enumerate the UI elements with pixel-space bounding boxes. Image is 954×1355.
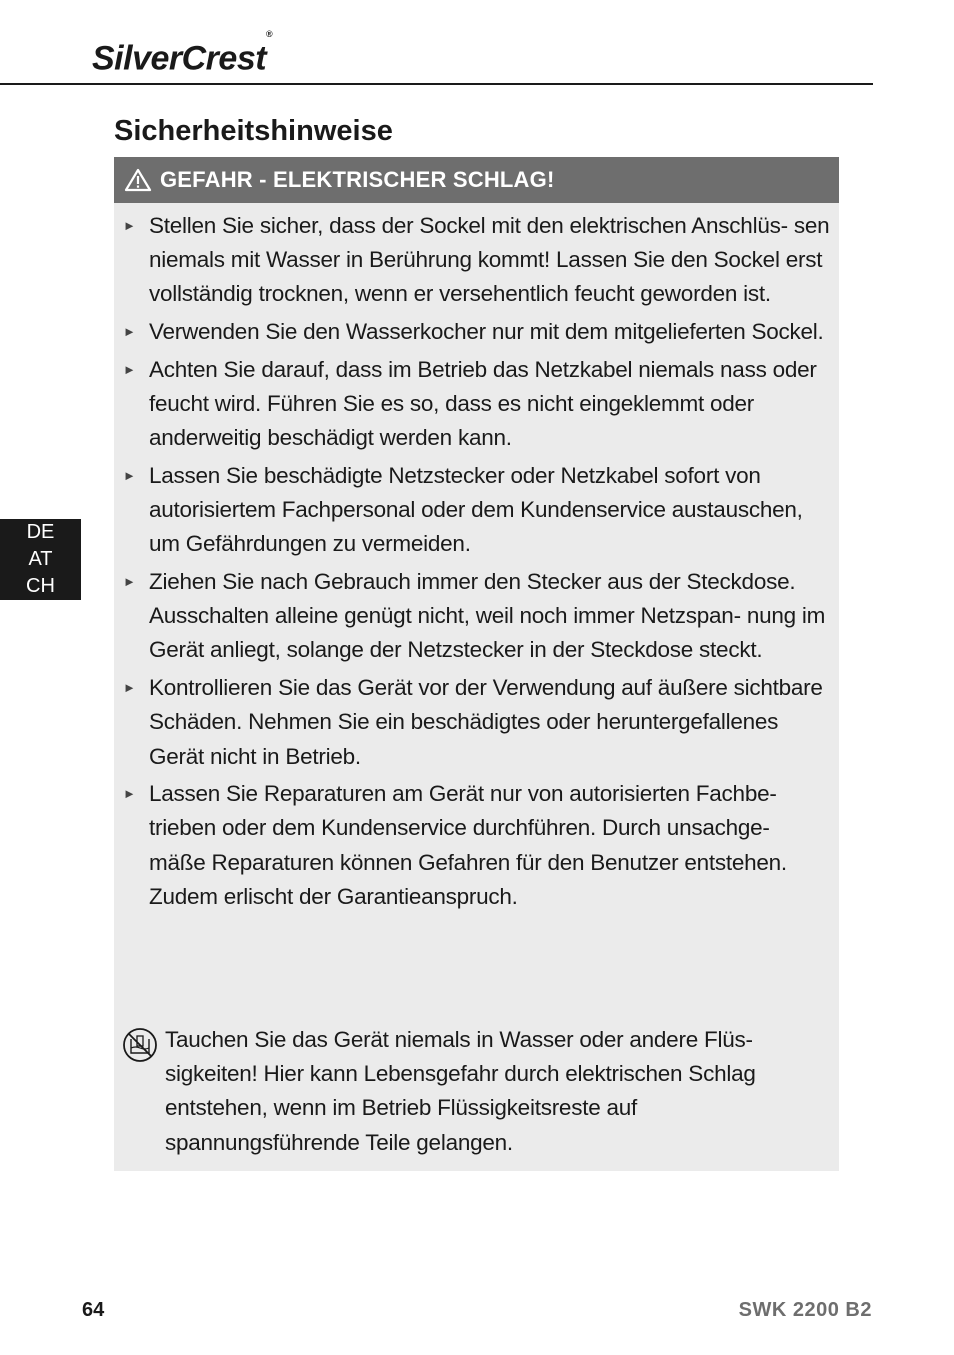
model-number: SWK 2200 B2	[738, 1299, 872, 1321]
list-item-text: Kontrollieren Sie das Gerät vor der Verwendung auf äußere sichtbare Schäden. Nehmen Sie ein beschädigtes oder heruntergefallenes Gerät nicht in Betrieb.	[149, 675, 823, 769]
triangle-bullet-icon: ►	[123, 218, 136, 233]
warning-header	[114, 157, 839, 203]
list-item-text: Ziehen Sie nach Gebrauch immer den Stecker aus der Steckdose. Ausschalten alleine genügt nicht, weil noch immer Netzspan- nung im Gerät anliegt, solange der Netzstecker in der Steckdose steckt.	[149, 569, 826, 663]
warning-box	[114, 157, 839, 1171]
brand-logo	[92, 29, 273, 78]
list-item	[114, 777, 831, 914]
list-item	[114, 459, 831, 562]
list-item	[114, 209, 831, 312]
triangle-bullet-icon: ►	[123, 467, 136, 483]
triangle-bullet-icon: ►	[123, 786, 136, 802]
lang-ch: CH	[26, 575, 55, 597]
section-title: Sicherheitshinweise	[114, 115, 393, 147]
list-item-text: Lassen Sie beschädigte Netzstecker oder Netzkabel sofort von autorisiertem Fachpersonal oder dem Kundenservice austauschen, um Gefährdungen zu vermeiden.	[149, 462, 803, 557]
triangle-bullet-icon: ►	[123, 324, 136, 340]
list-item	[114, 353, 831, 456]
triangle-bullet-icon: ►	[123, 574, 136, 590]
lang-de: DE	[26, 521, 55, 543]
list-item	[114, 315, 831, 349]
language-tab	[0, 519, 81, 600]
list-item-text: Verwenden Sie den Wasserkocher nur mit dem mitgelieferten Sockel.	[149, 319, 824, 345]
page-number: 64	[82, 1299, 105, 1321]
warning-triangle-icon	[124, 168, 152, 192]
warning-header-text: GEFAHR - ELEKTRISCHER SCHLAG!	[160, 167, 555, 192]
list-item-text: Lassen Sie Reparaturen am Gerät nur von autorisierten Fachbe- trieben oder dem Kundenservice durchführen. Durch unsachge- mäße Reparaturen können Gefahren für den Benutzer entstehen. Zudem erlischt der Garantieanspruch.	[149, 781, 787, 909]
do-not-immerse-icon	[122, 1027, 158, 1063]
list-item	[114, 565, 831, 668]
list-item-text: Achten Sie darauf, dass im Betrieb das Netzkabel niemals nass oder feucht wird. Führen Sie es so, dass es nicht eingeklemmt oder anderweitig beschädigt werden kann.	[149, 356, 817, 451]
header-rule	[0, 83, 873, 85]
safety-list	[114, 203, 839, 914]
list-item	[114, 671, 831, 774]
note-text: Tauchen Sie das Gerät niemals in Wasser oder andere Flüs- sigkeiten! Hier kann Lebensgefahr durch elektrischen Schlag entstehen, wenn im Betrieb Flüssigkeitsreste auf spannungsführende Teile gelangen.	[165, 1027, 756, 1155]
immersion-note	[122, 1023, 832, 1160]
lang-at: AT	[28, 548, 53, 570]
triangle-bullet-icon: ►	[123, 361, 136, 377]
list-item-text: Stellen Sie sicher, dass der Sockel mit den elektrischen Anschlüs- sen niemals mit Wasser in Berührung kommt! Lassen Sie den Sockel erst vollständig trocknen, wenn er versehentlich feucht geworden ist.	[149, 213, 830, 307]
logo-text: SilverCrest	[92, 39, 267, 78]
registered-mark: ®	[266, 29, 273, 39]
triangle-bullet-icon: ►	[123, 680, 136, 696]
